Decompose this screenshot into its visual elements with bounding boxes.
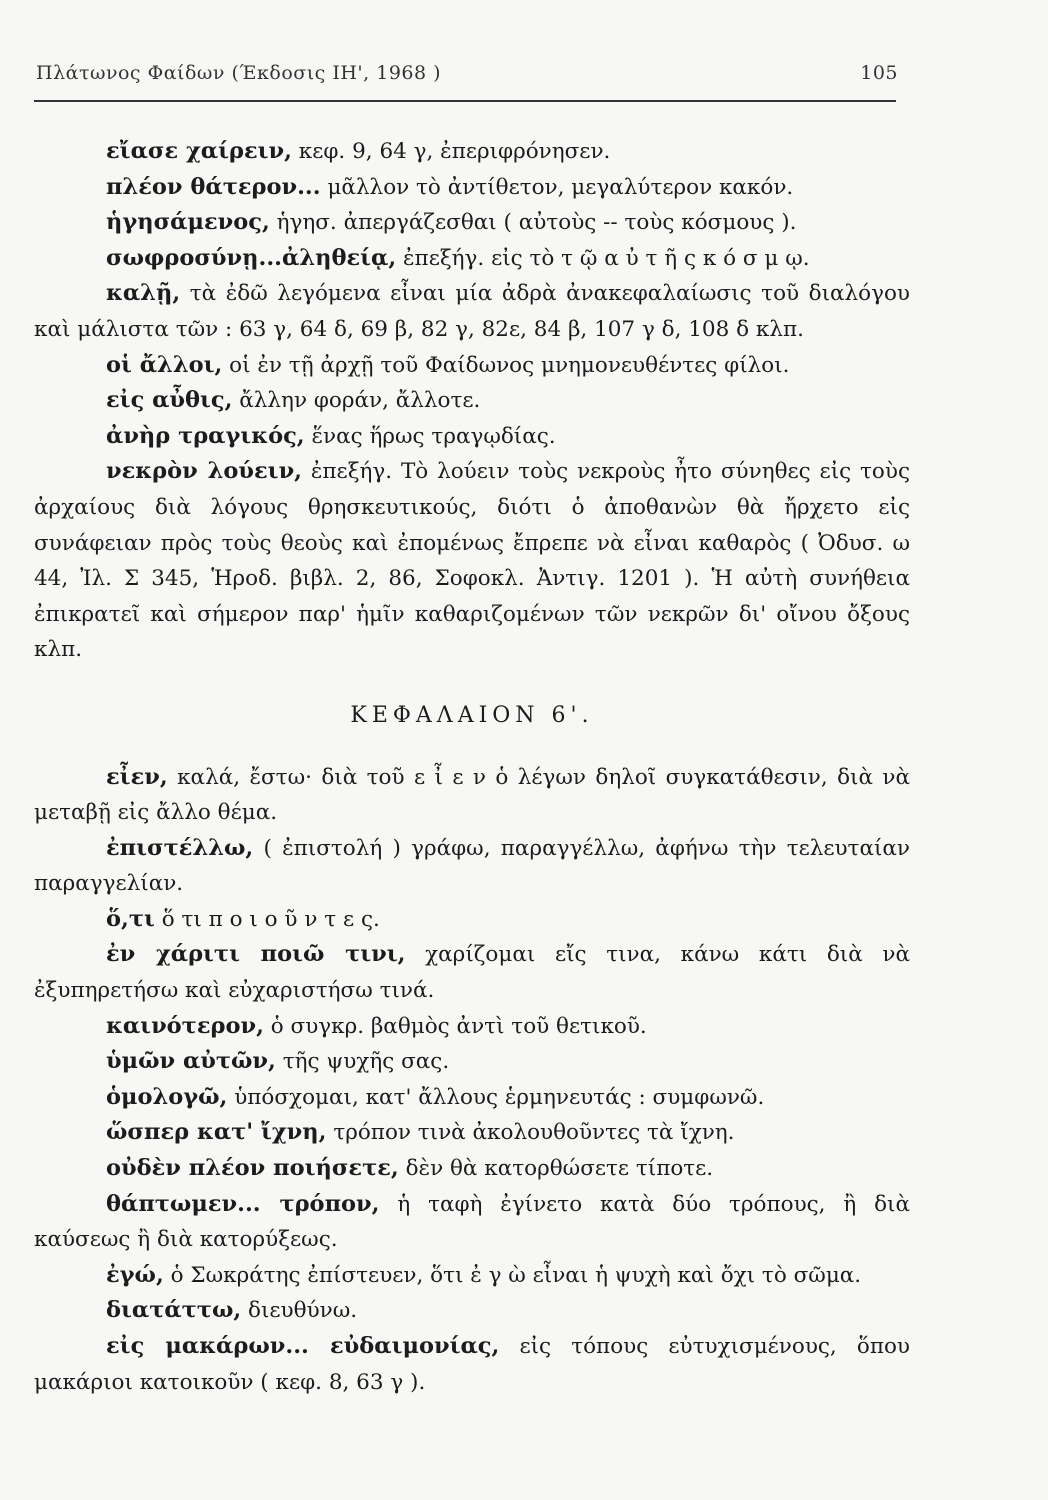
entry-headword: ὑμῶν αὐτῶν, (106, 1048, 276, 1075)
entry-headword: ἐπιστέλλω, (106, 834, 254, 861)
entry-definition: ὅ τι π ο ι ο ῦ ν τ ε ς. (154, 906, 380, 932)
entry-headword: εἰς αὖθις, (106, 387, 233, 414)
entry-definition: οἱ ἐν τῇ ἀρχῇ τοῦ Φαίδωνος μνημονευθέντες φίλοι. (222, 352, 790, 378)
glossary-entry (34, 1258, 910, 1294)
entry-headword: ὅ,τι (106, 905, 155, 932)
entry-headword: νεκρὸν λούειν, (106, 458, 303, 485)
entry-headword: ὥσπερ κατ' ἴχνη, (106, 1119, 327, 1146)
entry-definition: ἕνας ἥρως τραγῳδίας. (304, 423, 556, 449)
glossary-entry (34, 1080, 910, 1116)
glossary-entry (34, 937, 910, 1008)
glossary-entry (34, 902, 910, 938)
glossary-entry (34, 205, 910, 241)
entry-definition: τῆς ψυχῆς σας. (275, 1049, 450, 1075)
entry-definition: μᾶλλον τὸ ἀντίθετον, μεγαλύτερον κακόν. (320, 174, 794, 200)
entry-headword: θάπτωμεν... τρόπον, (106, 1190, 380, 1217)
entry-definition: ὑπόσχομαι, κατ' ἄλλους ἑρμηνευτάς : συμφωνῶ. (227, 1084, 765, 1110)
entry-headword: διατάττω, (106, 1297, 242, 1324)
entry-definition: ἐπεξήγ. εἰς τὸ τ ῷ α ὐ τ ῆ ς κ ό σ μ ῳ. (396, 245, 810, 271)
entry-definition: καλά, ἔστω· διὰ τοῦ ε ἶ ε ν ὁ λέγων δηλοῖ συγκατάθεσιν, διὰ νὰ μεταβῇ εἰς ἄλλο θέμα. (34, 764, 910, 826)
page-number: 105 (860, 62, 898, 84)
entry-headword: πλέον θάτερον... (106, 173, 321, 200)
entry-definition: χαρίζομαι εἴς τινα, κάνω κάτι διὰ νὰ ἐξυπηρετήσω καὶ εὐχαριστήσω τινά. (34, 942, 910, 1004)
entry-definition: δὲν θὰ κατορθώσετε τίποτε. (398, 1156, 714, 1182)
entry-definition: ἡ ταφὴ ἐγίνετο κατὰ δύο τρόπους, ἢ διὰ καύσεως ἢ διὰ κατορύξεως. (34, 1191, 910, 1253)
glossary-entry (34, 1187, 910, 1258)
entry-headword: καινότερον, (106, 1012, 264, 1039)
entry-definition: τὰ ἐδῶ λεγόμενα εἶναι μία ἀδρὰ ἀνακεφαλαίωσις τοῦ διαλόγου καὶ μάλιστα τῶν : 63 γ, 64 δ, 69 β, 82 γ, 82ε, 84 β, 107 γ δ, 108 δ κλπ. (34, 281, 910, 342)
entry-definition: τρόπον τινὰ ἀκολουθοῦντες τὰ ἴχνη. (326, 1120, 735, 1146)
entry-definition: ἐπεξήγ. Τὸ λούειν τοὺς νεκροὺς ἦτο σύνηθες εἰς τοὺς ἀρχαίους διὰ λόγους θρησκευτικούς, διότι ὁ ἀποθανὼν θὰ ἤρχετο εἰς συνάφειαν πρὸς τοὺς θεοὺς καὶ ἐπομένως ἔπρεπε νὰ εἶναι καθαρὸς ( Ὀδυσ. ω 44, Ἰλ. Σ 345, Ἡροδ. βιβλ. 2, 86, Σοφοκλ. Ἀντιγ. 1201 ). Ἡ αὐτὴ συνήθεια ἐπικρατεῖ καὶ σήμερον παρ' ἡμῖν καθαριζομένων τῶν νεκρῶν δι' οἴνου ὄξους κλπ. (34, 459, 910, 663)
entry-definition: διευθύνω. (241, 1298, 358, 1324)
glossary-entry (34, 276, 910, 347)
glossary-entry (34, 760, 910, 831)
entry-definition: ἡγησ. ἀπεργάζεσθαι ( αὐτοὺς -- τοὺς κόσμους ). (269, 210, 797, 236)
glossary-entry (34, 383, 910, 419)
glossary-entry (34, 419, 910, 455)
entry-headword: ἡγησάμενος, (106, 209, 270, 236)
entry-headword: καλῇ, (106, 280, 181, 307)
entry-definition: κεφ. 9, 64 γ, ἐπεριφρόνησεν. (291, 139, 611, 164)
glossary-entry (34, 1044, 910, 1080)
glossary-entry (34, 1009, 910, 1045)
entry-headword: ἐν χάριτι ποιῶ τινι, (106, 941, 406, 968)
entry-definition: ( ἐπιστολή ) γράφω, παραγγέλλω, ἀφήνω τὴν τελευταίαν παραγγελίαν. (34, 835, 910, 897)
page-body (34, 134, 910, 1400)
glossary-entry (34, 831, 910, 902)
glossary-entry (34, 348, 910, 384)
glossary-entry (34, 1115, 910, 1151)
entry-headword: ἀνὴρ τραγικός, (106, 422, 305, 449)
entry-definition: ὁ Σωκράτης ἐπίστευεν, ὅτι ἐ γ ὼ εἶναι ἡ ψυχὴ καὶ ὄχι τὸ σῶμα. (163, 1262, 862, 1288)
glossary-entry (34, 1293, 910, 1329)
glossary-entry (34, 134, 910, 170)
chapter-heading: ΚΕΦΑΛΑΙΟΝ 6'. (350, 702, 594, 728)
glossary-entry (34, 170, 910, 206)
entry-headword: οὐδὲν πλέον ποιήσετε, (106, 1155, 399, 1182)
entry-headword: ὁμολογῶ, (106, 1083, 228, 1110)
header-rule (34, 100, 896, 102)
glossary-entry (34, 1329, 910, 1400)
entry-definition: ὁ συγκρ. βαθμὸς ἀντὶ τοῦ θετικοῦ. (263, 1013, 647, 1039)
entry-headword: σωφροσύνῃ...ἀληθείᾳ, (106, 244, 397, 271)
entry-headword: εἴασε χαίρειν, (106, 138, 292, 164)
entry-headword: οἱ ἄλλοι, (106, 351, 223, 378)
glossary-entry (34, 1151, 910, 1187)
entry-headword: ἐγώ, (106, 1261, 164, 1288)
glossary-entry (34, 241, 910, 277)
entry-definition: εἰς τόπους εὐτυχισμένους, ὅπου μακάριοι κατοικοῦν ( κεφ. 8, 63 γ ). (34, 1334, 910, 1395)
header-title: Πλάτωνος Φαίδων (Έκδοσις ΙΗ', 1968 ) (36, 62, 442, 84)
glossary-entry (34, 454, 910, 668)
running-header (36, 62, 898, 84)
entry-headword: εἶεν, (106, 763, 168, 790)
entry-headword: εἰς μακάρων... εὐδαιμονίας, (106, 1333, 500, 1359)
entry-definition: ἄλλην φοράν, ἄλλοτε. (232, 388, 481, 414)
